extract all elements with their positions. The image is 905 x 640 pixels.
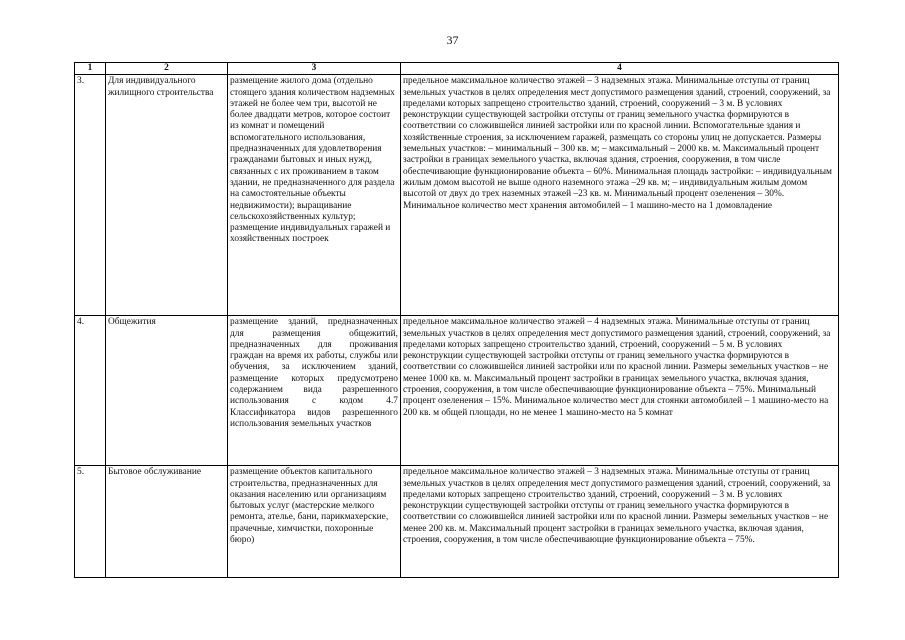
param-line: Максимальный процент застройки в границах земельного участка, включая здания, строения, сооружения, в том числе обеспечивающие функционирование объекта – 75%. — [403, 373, 809, 396]
land-use-name: Общежития — [106, 316, 228, 466]
page-number: 37 — [446, 33, 459, 47]
zoning-regulations-table — [74, 62, 839, 578]
regulation-params — [401, 466, 839, 578]
param-line: В условиях реконструкции существующей застройки отступы от границ земельного участка формируются в соответствии со сложившейся линией застройки или по красной линии. — [403, 98, 790, 132]
param-line: Минимальная площадь застройки: — [615, 166, 754, 177]
param-line: Вспомогательные здания и хозяйственные строения, за исключением гаражей, размещать со стороны улиц не допускается. — [403, 121, 801, 143]
param-line: Минимальный процент озеленения – 30%. — [614, 189, 785, 200]
param-line: предельное максимальное количество этажей – 3 надземных этажа. — [403, 76, 673, 87]
row-number: 3. — [75, 75, 106, 316]
param-line: – индивидуальным жилым домом высотой не выше одного наземного этажа –29 кв. м; — [403, 166, 832, 188]
regulation-params — [401, 316, 839, 466]
header-col-3: 3 — [228, 63, 401, 75]
param-line: Минимальный процент озеленения – 15%. — [403, 385, 816, 407]
param-line: – индивидуальным жилым домом высотой от двух до трех наземных этажей –23 кв. м. — [403, 177, 808, 200]
param-line: Минимальное количество мест хранения автомобилей – 1 машино-место на 1 домовладение — [403, 200, 773, 211]
param-line: Минимальные отступы от границ земельных участков в целях определения мест допустимого размещения зданий, строений, сооружений, за пределами которых запрещено строительство зданий, строений, сооружений – 3 м. — [403, 76, 831, 109]
param-line: В условиях реконструкции существующей застройки отступы от границ земельного участка формируются в соответствии со сложившейся линией застройки или по красной линии. — [403, 339, 790, 373]
param-line: предельное максимальное количество этажей – 3 надземных этажа. — [403, 467, 673, 478]
row-number: 4. — [75, 316, 106, 466]
table-row — [75, 466, 839, 578]
param-line: Минимальное количество мест для стоянки автомобилей – 1 машино-место на 200 кв. м общей площади, но не менее 1 машино-место на 5 комнат — [403, 396, 829, 418]
land-use-name: Для индивидуального жилищного строительства — [106, 75, 228, 316]
param-line: Размеры земельных участков – не менее 200 кв. м. — [403, 512, 829, 534]
table-row — [75, 316, 839, 466]
param-line: В условиях реконструкции существующей застройки отступы от границ земельного участка формируются в соответствии со сложившейся линией застройки или по красной линии. — [403, 489, 790, 523]
header-col-1: 1 — [75, 63, 106, 75]
header-col-2: 2 — [106, 63, 228, 75]
param-line: Минимальные отступы от границ земельных участков в целях определения мест допустимого размещения зданий, строений, сооружений, за пределами которых запрещено строительство зданий, строений, сооружений – 5 м. — [403, 317, 831, 350]
land-use-description: размещение зданий, предназначенных для размещения общежитий, предназначенных для проживания граждан на время их работы, службы или обучения, за исключением зданий, размещение которых предусмотрено содержанием вида разрешенного использования с кодом 4.7 Классификатора видов разрешенного использования земельных участков — [228, 316, 401, 466]
header-col-4: 4 — [401, 63, 839, 75]
param-line: Максимальный процент застройки в границах земельного участка, включая здания, строения, сооружения, в том числе обеспечивающие функционирование объекта – 60%. — [403, 144, 820, 177]
param-line: – максимальный – 2000 кв. м. — [601, 144, 721, 155]
param-line: Максимальный процент застройки в границах земельного участка, включая здания, строения, сооружения, в том числе обеспечивающие функционирование объекта – 75%. — [403, 523, 804, 546]
param-line: Минимальные отступы от границ земельных участков в целях определения мест допустимого размещения зданий, строений, сооружений, за пределами которых запрещено строительство зданий, строений, сооружений – 3 м. — [403, 467, 831, 500]
land-use-description: размещение жилого дома (отдельно стоящего здания количеством надземных этажей не более чем три, высотой не более двадцати метров, которое состоит из комнат и помещений вспомогательного использования, предназначенных для удовлетворения гражданами бытовых и иных нужд, связанных с их проживанием в таком здании, не предназначенного для раздела на самостоятельные объекты недвижимости); выращивание сельскохозяйственных культур; размещение индивидуальных гаражей и хозяйственных построек — [228, 75, 401, 316]
land-use-name: Бытовое обслуживание — [106, 466, 228, 578]
param-line: Размеры земельных участков: — [403, 132, 822, 155]
param-line: Размеры земельных участков – не менее 1000 кв. м. — [403, 362, 829, 384]
row-number: 5. — [75, 466, 106, 578]
regulation-params — [401, 75, 839, 316]
table-row — [75, 75, 839, 316]
land-use-description: размещение объектов капитального строительства, предназначенных для оказания населению или организациям бытовых услуг (мастерские мелкого ремонта, ателье, бани, парикмахерские, прачечные, химчистки, похоронные бюро) — [228, 466, 401, 578]
param-line: предельное максимальное количество этажей – 4 надземных этажа. — [403, 317, 673, 328]
param-line: – минимальный – 300 кв. м; — [488, 144, 600, 155]
table-header-row — [75, 63, 839, 75]
